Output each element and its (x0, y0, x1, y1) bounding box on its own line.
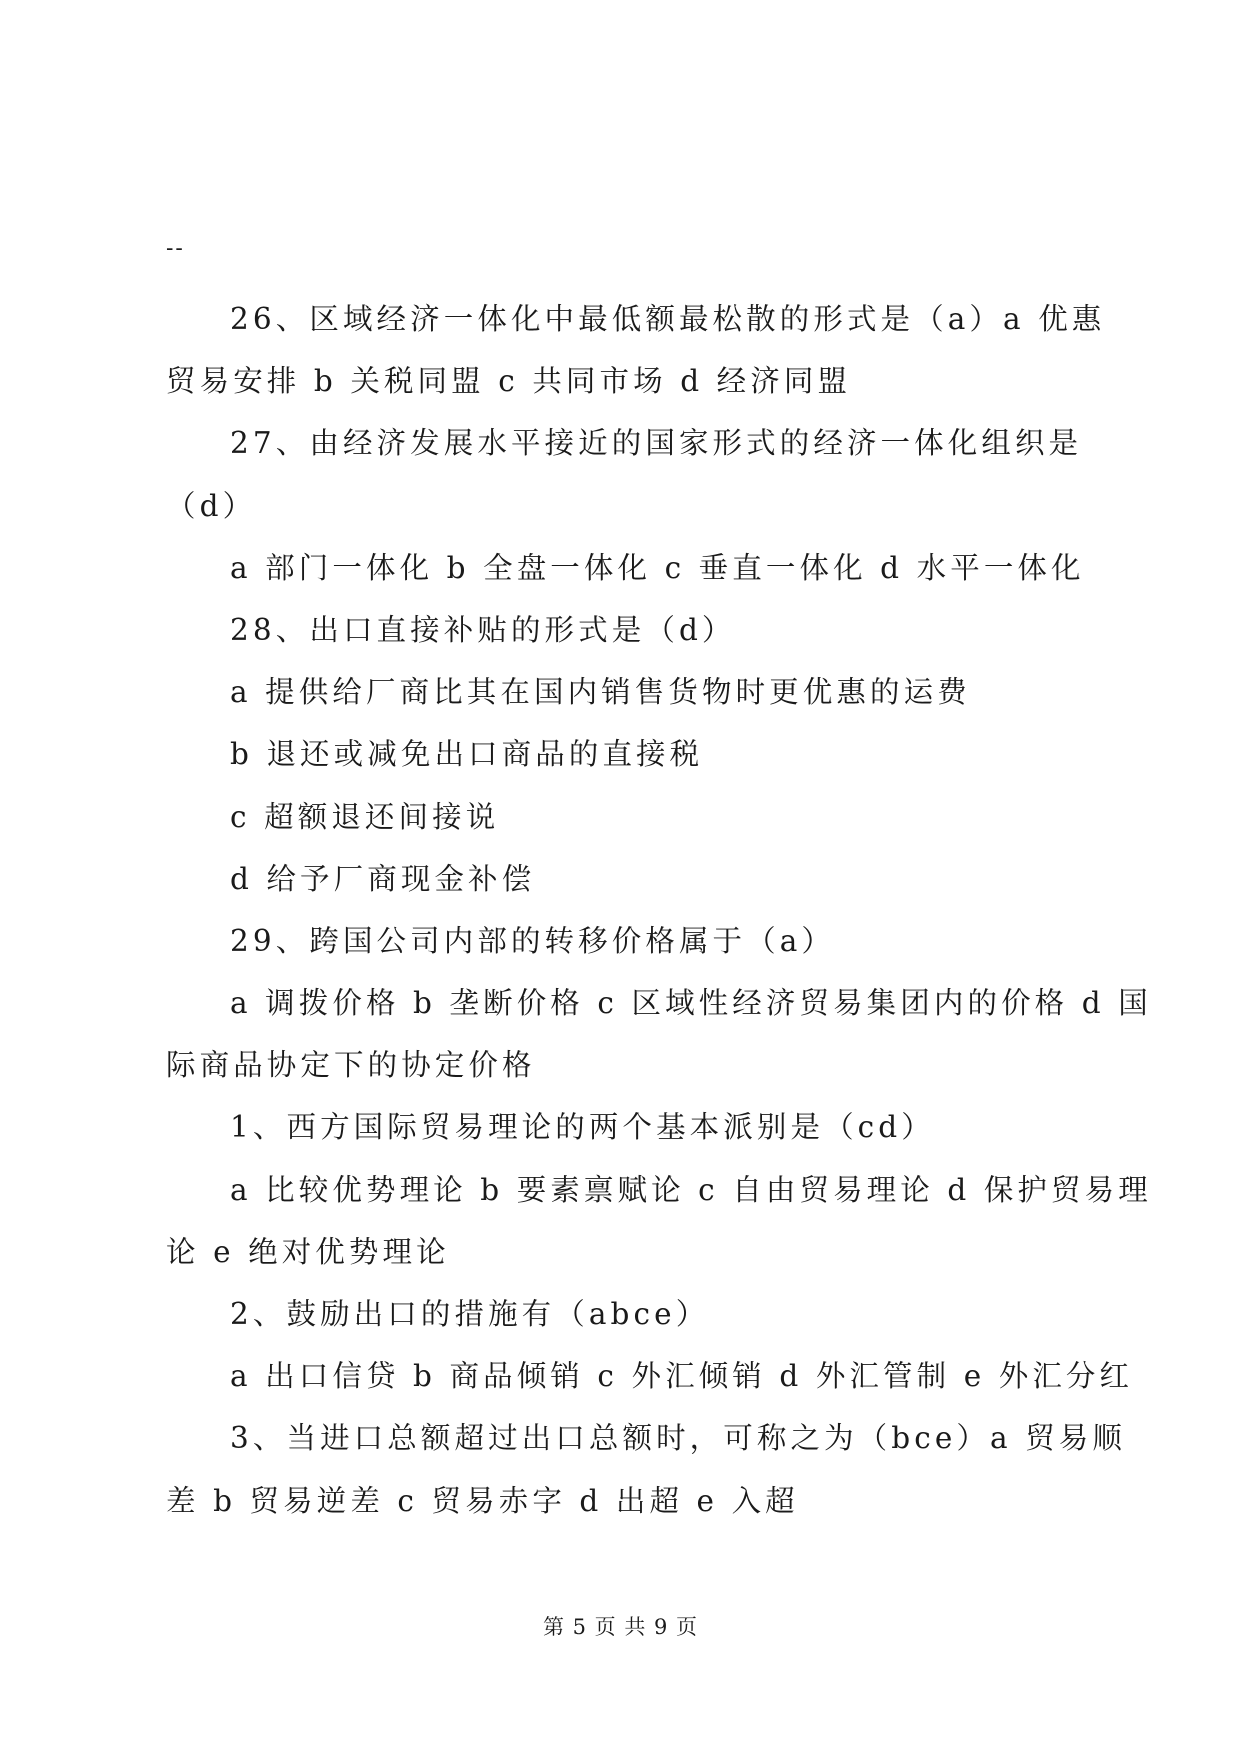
text-line-q27-answer: （d） (166, 488, 257, 523)
text-line-m1-options: a 比较优势理论 b 要素禀赋论 c 自由贸易理论 d 保护贸易理 (230, 1172, 1152, 1207)
text-line-q28-option-a: a 提供给厂商比其在国内销售货物时更优惠的运费 (230, 675, 971, 710)
top-dash-mark: -- (166, 236, 185, 261)
text-line-m2: 2、鼓励出口的措施有（abce） (230, 1297, 710, 1331)
text-line-q28: 28、出口直接补贴的形式是（d） (230, 612, 736, 647)
text-line-q28-option-d: d 给予厂商现金补偿 (230, 861, 536, 896)
text-line-m2-options: a 出口信贷 b 商品倾销 c 外汇倾销 d 外汇管制 e 外汇分红 (230, 1359, 1134, 1394)
text-line-q26: 26、区域经济一体化中最低额最松散的形式是（a）a 优惠 (230, 302, 1106, 336)
text-line-q28-option-b: b 退还或减免出口商品的直接税 (230, 737, 704, 772)
text-line-q29-options: a 调拨价格 b 垄断价格 c 区域性经济贸易集团内的价格 d 国 (230, 986, 1152, 1021)
page-number-footer: 第 5 页 共 9 页 (542, 1615, 699, 1639)
text-line-m1: 1、西方国际贸易理论的两个基本派别是（cd） (230, 1110, 935, 1145)
text-line-q27-options: a 部门一体化 b 全盘一体化 c 垂直一体化 d 水平一体化 (230, 550, 1085, 585)
text-line-m1-options-cont: 论 e 绝对优势理论 (166, 1234, 450, 1269)
document-body (166, 288, 1152, 1532)
text-line-m3: 3、当进口总额超过出口总额时，可称之为（bce）a 贸易顺 (230, 1421, 1126, 1456)
text-line-q27: 27、由经济发展水平接近的国家形式的经济一体化组织是 (230, 426, 1083, 461)
text-line-q29-options-cont: 际商品协定下的协定价格 (166, 1048, 536, 1083)
text-line-m3-cont: 差 b 贸易逆差 c 贸易赤字 d 出超 e 入超 (166, 1483, 799, 1518)
text-line-q26-cont: 贸易安排 b 关税同盟 c 共同市场 d 经济同盟 (166, 364, 852, 399)
text-line-q29: 29、跨国公司内部的转移价格属于（a） (230, 923, 836, 958)
text-line-q28-option-c: c 超额退还间接说 (230, 799, 500, 834)
